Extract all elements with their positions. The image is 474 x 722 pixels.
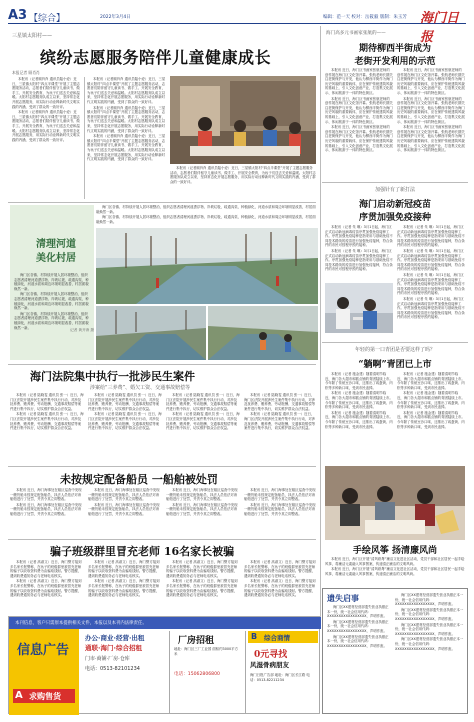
- ad-info-title: 信息广告: [17, 643, 70, 658]
- boats-body-col3: 本报讯 近日，海门海事处在辖区巡查中发现一艘货船未按规定配备船员，执法人员依法对该船舶进行了处罚，并责令其立即整改。 本报讯 近日，海门海事处在辖区巡查中发现一艘货船未按规定配备船员，执法人员依法对该船舶进行了处罚，并责令其立即整改。: [166, 488, 238, 516]
- scam-body-col1: 本报讯（记者 高淑文）近日，海门警方接到多名家长报警称，在孩子的班级群里被冒充老师的骗子以收取资料费为由骗取钱财。警方提醒，遇到收费通知务必与老师电话核实。 本报讯（记者 高淑文）近日，海门警方接到多名家长报警称，在孩子的班级群里被冒充老师的骗子以收取资料费为由骗取钱财。警方提醒，遇到收费通知务必与老师电话核实。: [10, 560, 82, 598]
- court-body-col1: 本报讯（记者 陆晓雯 通讯员 张一）近日，海门区法院开展涉民生案件集中执行行动，对涉及抚养费、赡养费、劳动报酬、交通事故赔偿等案件进行集中执行，切实维护群众合法权益。 本报讯（记者 陆晓雯 通讯员 张一）近日，海门区法院开展涉民生案件集中执行行动，对涉及抚养费、赡养费、劳动报酬、交通事故赔偿等案件进行集中执行，切实维护群众合法权益。: [10, 393, 84, 431]
- boats-body-col1: 本报讯 近日，海门海事处在辖区巡查中发现一艘货船未按规定配备船员，执法人员依法对该船舶进行了处罚，并责令其立即整改。 本报讯 近日，海门海事处在辖区巡查中发现一艘货船未按规定配备船员，执法人员依法对该船舶进行了处罚，并责令其立即整改。: [10, 488, 82, 516]
- notice-title: 遗失启事: [327, 593, 359, 603]
- page-number: A3: [8, 8, 28, 23]
- lead-kicker: 三星镇太阳村——: [12, 33, 53, 39]
- ad-market-letter: B: [251, 632, 258, 641]
- court-body-col4: 本报讯（记者 陆晓雯 通讯员 张一）近日，海门区法院开展涉民生案件集中执行行动，对涉及抚养费、赡养费、劳动报酬、交通事故赔偿等案件进行集中执行，切实维护群众合法权益。 本报讯（记者 陆晓雯 通讯员 张一）近日，海门区法院开展涉民生案件集中执行行动，对涉及抚养费、赡养费、劳动报酬、交通事故赔偿等案件进行集中执行，切实维护群众合法权益。: [244, 393, 316, 431]
- youth-kicker: 年轻的第一口青团是否要这样了吗？: [354, 347, 435, 353]
- ad-info-box: [9, 629, 79, 715]
- feature-photo-left: [96, 306, 206, 360]
- notice-body-col1: 海门区XX建材经营部遗失营业执照正本一份，统一社会信用代码：XXXXXXXXXXXXXXXXX，声明作废。 海门区XX建材经营部遗失营业执照正本一份，统一社会信用代码：XXXXXXXXXXXXXXXXX，声明作废。 海门区XX建材经营部遗失营业执照正本一份，统一社会信用代码：XXXXXXXXXXXXXXXXX，声明作废。: [327, 605, 389, 648]
- scam-headline: 骗子班级群里冒充老师 16名家长被骗: [50, 545, 235, 558]
- court-body-col3: 本报讯（记者 陆晓雯 通讯员 张一）近日，海门区法院开展涉民生案件集中执行行动，对涉及抚养费、赡养费、劳动报酬、交通事故赔偿等案件进行集中执行，切实维护群众合法权益。 本报讯（记者 陆晓雯 通讯员 张一）近日，海门区法院开展涉民生案件集中执行行动，对涉及抚养费、赡养费、劳动报酬、交通事故赔偿等案件进行集中执行，切实维护群众合法权益。: [166, 393, 240, 431]
- ad-banner-text: 本刊信息，客户只需原本提供相关文件，本报以及本刊内法律责任。: [15, 621, 147, 626]
- ad-factory-box: [169, 631, 243, 713]
- lost-notice-box: [322, 588, 468, 714]
- lead-body-col2: 本报讯（记者顾肖肖 通讯员陆小爱）近日，三星镇太阳村“四点半课堂”开展了主题志愿服务活动，志愿者们陪伴留守儿童读书、做手工、开展安全教育，为孩子们送去关爱和温暖。太阳村志愿服务队成立以来，坚持常态化开展志愿服务，用实际行动诠释新时代文明实践的内涵，受到了群众的一致好评。 本报讯（记者顾肖肖 通讯员陆小爱）近日，三星镇太阳村“四点半课堂”开展了主题志愿服务活动，志愿者们陪伴留守儿童读书、做手工、开展安全教育，为孩子们送去关爱和温暖。太阳村志愿服务队成立以来，坚持常态化开展志愿服务，用实际行动诠释新时代文明实践的内涵，受到了群众的一致好评。 本报讯（记者顾肖肖 通讯员陆小爱）近日，三星镇太阳村“四点半课堂”开展了主题志愿服务活动，志愿者们陪伴留守儿童读书、做手工、开展安全教育，为孩子们送去关爱和温暖。太阳村志愿服务队成立以来，坚持常态化开展志愿服务，用实际行动诠释新时代文明实践的内涵，受到了群众的一致好评。: [87, 77, 166, 162]
- vaccine-body-col2: 本报讯（记者 朱 琳）3月1日起，海门区正式启动新冠病毒疫苗序贯加强免疫接种工作。序贯加强免疫接种是指采用与基础免疫不同技术路线的疫苗进行加强免疫接种，符合条件的市民可按程序预约接种。 本报讯（记者 朱 琳）3月1日起，海门区正式启动新冠病毒疫苗序贯加强免疫接种工作。序贯加强免疫接种是指采用与基础免疫不同技术路线的疫苗进行加强免疫接种，符合条件的市民可按程序预约接种。 本报讯（记者 朱 琳）3月1日起，海门区正式启动新冠病毒疫苗序贯加强免疫接种工作。序贯加强免疫接种是指采用与基础免疫不同技术路线的疫苗进行加强免疫接种，符合条件的市民可按程序预约接种。 本报讯（记者 朱 琳）3月1日起，海门区正式启动新冠病毒疫苗序贯加强免疫接种工作。序贯加强免疫接种是指采用与基础免疫不同技术路线的疫苗进行加强免疫接种，符合条件的市民可按程序预约接种。: [397, 225, 465, 320]
- ad-rental-box: [81, 631, 167, 713]
- ad-market-title: 综合商情: [264, 634, 290, 642]
- ad-market-body: 海门日报广告部 地址：海门区长江路 电话：0513-82211234: [250, 673, 310, 682]
- vaccine-title-line2: 序贯加强免疫接种: [358, 213, 431, 223]
- feature-photo-main: [96, 228, 318, 304]
- newspaper-logo: 海门日报: [420, 11, 460, 45]
- youth-title: “躺啊”青团已上市: [358, 360, 432, 370]
- lead-headline: 缤纷志愿服务陪伴儿童健康成长: [40, 48, 272, 67]
- feature-photo-right: [208, 306, 318, 360]
- rt-title-line1: 期待柳西半街成为: [358, 44, 431, 54]
- boats-body-col2: 本报讯 近日，海门海事处在辖区巡查中发现一艘货船未按规定配备船员，执法人员依法对该船舶进行了处罚，并责令其立即整改。 本报讯 近日，海门海事处在辖区巡查中发现一艘货船未按规定配备船员，执法人员依法对该船舶进行了处罚，并责令其立即整改。: [88, 488, 160, 516]
- feature-title-line2: 美化村居: [36, 253, 76, 264]
- calligraphy-photo: [325, 466, 465, 540]
- ad-factory-phone: 电话：15062806800: [174, 672, 220, 677]
- rt-body-col1: 本报讯 近日，海门区书画家张航老师的创作展在海门区文化馆开幕。张航老师长期关注老街保护与开发，他认为柳西半街作为海门历史风貌的重要载体，应在保护传统建筑风貌的基础上，引入文化创意产业，打造集文化展示、休闲旅游于一体的特色街区。 本报讯 近日，海门区书画家张航老师的创作展在海门区文化馆开幕。张航老师长期关注老街保护与开发，他认为柳西半街作为海门历史风貌的重要载体，应在保护传统建筑风貌的基础上，引入文化创意产业，打造集文化展示、休闲旅游于一体的特色街区。 本报讯 近日，海门区书画家张航老师的创作展在海门区文化馆开幕。张航老师长期关注老街保护与开发，他认为柳西半街作为海门历史风貌的重要载体，应在保护传统建筑风貌的基础上，引入文化创意产业，打造集文化展示、休闲旅游于一体的特色街区。: [325, 68, 393, 153]
- vaccine-title-line1: 海门启动新冠疫苗: [358, 200, 431, 210]
- rt-body-col2: 本报讯 近日，海门区书画家张航老师的创作展在海门区文化馆开幕。张航老师长期关注老街保护与开发，他认为柳西半街作为海门历史风貌的重要载体，应在保护传统建筑风貌的基础上，引入文化创意产业，打造集文化展示、休闲旅游于一体的特色街区。 本报讯 近日，海门区书画家张航老师的创作展在海门区文化馆开幕。张航老师长期关注老街保护与开发，他认为柳西半街作为海门历史风貌的重要载体，应在保护传统建筑风貌的基础上，引入文化创意产业，打造集文化展示、休闲旅游于一体的特色街区。 本报讯 近日，海门区书画家张航老师的创作展在海门区文化馆开幕。张航老师长期关注老街保护与开发，他认为柳西半街作为海门历史风貌的重要载体，应在保护传统建筑风貌的基础上，引入文化创意产业，打造集文化展示、休闲旅游于一体的特色街区。: [397, 68, 465, 153]
- ad-rental-line2: 通联·海门·综合招租: [85, 644, 142, 652]
- ad-rental-line4: 电话：0513-82101234: [85, 666, 140, 672]
- feature-credit: 记者 黄开涛 摄: [70, 328, 94, 332]
- ad-info-letter: A: [15, 690, 23, 701]
- rt-kicker: 海门高多元书画家张航的——: [326, 31, 386, 36]
- scam-body-col3: 本报讯（记者 高淑文）近日，海门警方接到多名家长报警称，在孩子的班级群里被冒充老师的骗子以收取资料费为由骗取钱财。警方提醒，遇到收费通知务必与老师电话核实。 本报讯（记者 高淑文）近日，海门警方接到多名家长报警称，在孩子的班级群里被冒充老师的骗子以收取资料费为由骗取钱财。警方提醒，遇到收费通知务必与老师电话核实。: [166, 560, 238, 598]
- scam-body-col4: 本报讯（记者 高淑文）近日，海门警方接到多名家长报警称，在孩子的班级群里被冒充老师的骗子以收取资料费为由骗取钱财。警方提醒，遇到收费通知务必与老师电话核实。 本报讯（记者 高淑文）近日，海门警方接到多名家长报警称，在孩子的班级群里被冒充老师的骗子以收取资料费为由骗取钱财。警方提醒，遇到收费通知务必与老师电话核实。: [244, 560, 316, 598]
- feature-sidebar: [10, 205, 94, 360]
- scam-body-col2: 本报讯（记者 高淑文）近日，海门警方接到多名家长报警称，在孩子的班级群里被冒充老师的骗子以收取资料费为由骗取钱财。警方提醒，遇到收费通知务必与老师电话核实。 本报讯（记者 高淑文）近日，海门警方接到多名家长报警称，在孩子的班级群里被冒充老师的骗子以收取资料费为由骗取钱财。警方提醒，遇到收费通知务必与老师电话核实。: [88, 560, 160, 598]
- calligraphy-title: 手绘风筝 扬清廉风尚: [352, 546, 438, 556]
- vaccine-kicker: 加强针有了新打法: [374, 187, 415, 193]
- court-body-col2: 本报讯（记者 陆晓雯 通讯员 张一）近日，海门区法院开展涉民生案件集中执行行动，对涉及抚养费、赡养费、劳动报酬、交通事故赔偿等案件进行集中执行，切实维护群众合法权益。 本报讯（记者 陆晓雯 通讯员 张一）近日，海门区法院开展涉民生案件集中执行行动，对涉及抚养费、赡养费、劳动报酬、交通事故赔偿等案件进行集中执行，切实维护群众合法权益。: [88, 393, 162, 431]
- ad-market-big: 0元寻找: [254, 650, 288, 660]
- feature-intro: 海门区各镇、村持续开展人居环境整治，组织志愿者清理河道漂浮物、岸坡垃圾，疏通沟渠，种植绿化，河道水质和周边环境明显改善，村居面貌焕然一新。 海门区各镇、村持续开展人居环境整治，组织志愿者清理河道漂浮物、岸坡垃圾，疏通沟渠，种植绿化，河道水质和周边环境明显改善，村居面貌焕然一新。: [96, 205, 316, 224]
- notice-body-col2: 海门区XX建材经营部遗失营业执照正本一份，统一社会信用代码：XXXXXXXXXXXXXXXXX，声明作废。 海门区XX建材经营部遗失营业执照正本一份，统一社会信用代码：XXXXXXXXXXXXXXXXX，声明作废。 海门区XX建材经营部遗失营业执照正本一份，统一社会信用代码：XXXXXXXXXXXXXXXXX，声明作废。 海门区XX建材经营部遗失营业执照正本一份，统一社会信用代码：XXXXXXXXXXXXXXXXX，声明作废。: [395, 593, 464, 651]
- boats-body-col4: 本报讯 近日，海门海事处在辖区巡查中发现一艘货船未按规定配备船员，执法人员依法对该船舶进行了处罚，并责令其立即整改。 本报讯 近日，海门海事处在辖区巡查中发现一艘货船未按规定配备船员，执法人员依法对该船舶进行了处罚，并责令其立即整改。: [244, 488, 316, 516]
- ad-area: [8, 616, 320, 714]
- rt-title-line2: 老街开发利用的示范: [354, 57, 436, 67]
- court-headline: 海门法院集中执行一批涉民生案件: [30, 370, 195, 383]
- court-subtitle: 涉案给“三养费”、婚欠工资、交通事故赔偿等: [90, 385, 191, 391]
- lead-photo: [170, 76, 316, 164]
- issue-date: 2022年3月4日: [100, 15, 131, 20]
- youth-body-col1: 本报讯（记者 施金建）随着清明节临近，海门各大超市和糕点铺的青团陆续上市。今年除了传统豆沙口味，还推出了咸蛋黄、肉松等多种新口味，受到市民追捧。 本报讯（记者 施金建）随着清明节临近，海门各大超市和糕点铺的青团陆续上市。今年除了传统豆沙口味，还推出了咸蛋黄、肉松等多种新口味，受到市民追捧。 本报讯（记者 施金建）随着清明节临近，海门各大超市和糕点铺的青团陆续上市。今年除了传统豆沙口味，还推出了咸蛋黄、肉松等多种新口味，受到市民追捧。: [325, 372, 393, 429]
- lead-byline: 本报记者 顾肖肖: [12, 70, 40, 75]
- section-tag: 【综合】: [29, 14, 66, 24]
- lead-body-col3: 本报讯（记者顾肖肖 通讯员陆小爱）近日，三星镇太阳村“四点半课堂”开展了主题志愿服务活动，志愿者们陪伴留守儿童读书、做手工、开展安全教育，为孩子们送去关爱和温暖。太阳村志愿服务队成立以来，坚持常态化开展志愿服务，用实际行动诠释新时代文明实践的内涵，受到了群众的一致好评。: [170, 166, 316, 184]
- ad-market-sub: 风湿骨病朋友: [250, 661, 289, 669]
- vaccine-photo: [325, 283, 393, 333]
- calligraphy-body: 本报讯 近日，海门区开展“清风纸鸢”廉洁文化进社区活动，党员干部和社区居民一起手绘风筝，将廉洁元素融入风筝图案，传递清正廉洁的文明风尚。 本报讯 近日，海门区开展“清风纸鸢”廉洁文化进社区活动，党员干部和社区居民一起手绘风筝，将廉洁元素融入风筝图案，传递清正廉洁的文明风尚。: [325, 557, 465, 576]
- editor-credits: 编辑：范一天 校对：岳筱毅 版制：朱玉芳: [323, 15, 407, 20]
- ad-info-sub: 求购售货: [29, 692, 61, 701]
- vaccine-body-col1: 本报讯（记者 朱 琳）3月1日起，海门区正式启动新冠病毒疫苗序贯加强免疫接种工作。序贯加强免疫接种是指采用与基础免疫不同技术路线的疫苗进行加强免疫接种，符合条件的市民可按程序预约接种。 本报讯（记者 朱 琳）3月1日起，海门区正式启动新冠病毒疫苗序贯加强免疫接种工作。序贯加强免疫接种是指采用与基础免疫不同技术路线的疫苗进行加强免疫接种，符合条件的市民可按程序预约接种。: [325, 225, 393, 272]
- ad-rental-line1: 办公·商业·经营·出租: [85, 634, 145, 642]
- ad-rental-line3: 门市·商铺·厂房·仓库: [85, 656, 130, 662]
- feature-title-line1: 清理河道: [36, 239, 76, 250]
- boats-headline: 未按规定配备船员 一船舶被处罚: [60, 473, 218, 486]
- feature-caption: 海门区各镇、村持续开展人居环境整治，组织志愿者清理河道漂浮物、岸坡垃圾，疏通沟渠，种植绿化，河道水质和周边环境明显改善，村居面貌焕然一新。 海门区各镇、村持续开展人居环境整治，组织志愿者清理河道漂浮物、岸坡垃圾，疏通沟渠，种植绿化，河道水质和周边环境明显改善，村居面貌焕然一新。 海门区各镇、村持续开展人居环境整治，组织志愿者清理河道漂浮物、岸坡垃圾，疏通沟渠，种植绿化，河道水质和周边环境明显改善，村居面貌焕然一新。: [14, 273, 89, 330]
- ad-market-box: [245, 631, 319, 713]
- ad-market-header: [248, 631, 318, 643]
- ad-factory-title: 厂房招租: [178, 636, 215, 646]
- ad-factory-body: 地址：海门区三厂工业园 面积约3000平方米: [174, 647, 238, 656]
- ad-banner: [9, 617, 321, 629]
- youth-body-col2: 本报讯（记者 施金建）随着清明节临近，海门各大超市和糕点铺的青团陆续上市。今年除了传统豆沙口味，还推出了咸蛋黄、肉松等多种新口味，受到市民追捧。 本报讯（记者 施金建）随着清明节临近，海门各大超市和糕点铺的青团陆续上市。今年除了传统豆沙口味，还推出了咸蛋黄、肉松等多种新口味，受到市民追捧。 本报讯（记者 施金建）随着清明节临近，海门各大超市和糕点铺的青团陆续上市。今年除了传统豆沙口味，还推出了咸蛋黄、肉松等多种新口味，受到市民追捧。: [397, 372, 465, 429]
- ad-info-tag: [13, 689, 75, 703]
- lead-body-col1: 本报讯（记者顾肖肖 通讯员陆小爱）近日，三星镇太阳村“四点半课堂”开展了主题志愿服务活动，志愿者们陪伴留守儿童读书、做手工、开展安全教育，为孩子们送去关爱和温暖。太阳村志愿服务队成立以来，坚持常态化开展志愿服务，用实际行动诠释新时代文明实践的内涵，受到了群众的一致好评。 本报讯（记者顾肖肖 通讯员陆小爱）近日，三星镇太阳村“四点半课堂”开展了主题志愿服务活动，志愿者们陪伴留守儿童读书、做手工、开展安全教育，为孩子们送去关爱和温暖。太阳村志愿服务队成立以来，坚持常态化开展志愿服务，用实际行动诠释新时代文明实践的内涵，受到了群众的一致好评。: [12, 77, 80, 142]
